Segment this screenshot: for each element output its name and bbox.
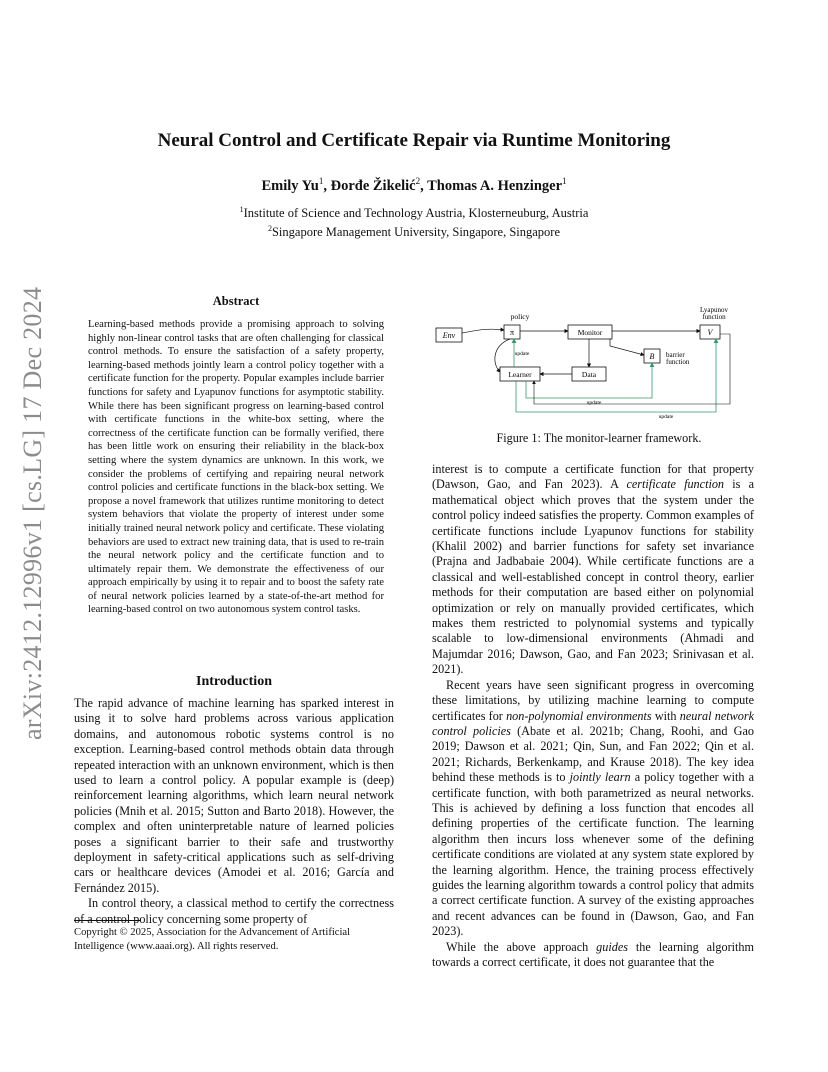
monitor-label: Monitor <box>577 328 603 337</box>
paragraph: interest is to compute a certificate function for that property (Dawson, Gao, and Fan 2023). A certificate function is a mathematical object which proves that the system under the control policy indeed satisfies the property. Common examples of certificate functions include Lyapunov functions for stability (Khalil 2002) and barrier functions for safety set invariance (Prajna and Jadbabaie 2004). While certificate functions are a classical and well-established concept in control theory, earlier methods for their computation are based either on polynomial optimization or rely on manually provided certificates, which makes them restricted to polynomial systems and typically scalable to low-dimensional environments (Ahmadi and Majumdar 2016; Dawson, Gao, and Fan 2023; Srinivasan et al. 2021). <box>432 462 754 677</box>
learner-label: Learner <box>508 370 532 379</box>
affiliations <box>0 202 828 240</box>
affiliation: $^1$Institute of Science and Technology Austria, Klosterneuburg, Austria <box>239 205 589 221</box>
arrow-update-v <box>516 339 716 412</box>
author-name: Thomas A. Henzinger <box>427 177 563 194</box>
copyright-footnote: Copyright © 2025, Association for the Advancement of Artificial Intelligence (www.aaai.org). All rights reserved. <box>74 927 351 952</box>
lyapunov-label-line2: function <box>702 313 726 321</box>
update-label: update <box>658 414 674 420</box>
lyapunov-label: Lyapunov <box>700 306 728 314</box>
author-name: Emily Yu <box>261 177 319 194</box>
figure-caption: Figure 1: The monitor-learner framework. <box>496 431 702 445</box>
policy-label: policy <box>510 312 530 321</box>
footnote-rule <box>74 920 140 921</box>
update-label: update <box>514 351 530 357</box>
abstract-heading: Abstract <box>212 294 260 308</box>
author-name: Đorđe Žikelić <box>330 177 416 194</box>
monitor-learner-diagram <box>434 300 764 426</box>
paragraph: While the above approach guides the learning algorithm towards a correct certificate, it does not guarantee that the <box>432 939 754 969</box>
env-label: Env <box>442 331 456 340</box>
author-list: Emily Yu$^1$, Đorđe Žikelić$^2$, Thomas A. Henzinger$^1$ <box>261 176 567 194</box>
v-label: V <box>707 328 713 337</box>
affiliation: $^2$Singapore Management University, Singapore, Singapore <box>267 224 560 240</box>
pi-label: π <box>509 328 515 337</box>
paragraph: In control theory, a classical method to certify the correctness of a control policy concerning some property of <box>74 896 394 926</box>
paragraph: Recent years have seen significant progress in overcoming these limitations, by utilizing machine learning to compute certificates for non-polynomial environments with neural network control policies (Abate et al. 2021b; Chang, Roohi, and Gao 2019; Dawson et al. 2021; Qin, Sun, and Fan 2022; Qin et al. 2021; Richards, Berkenkamp, and Krause 2018). The key idea behind these methods is to jointly learn a policy together with a certificate function, with both parametrized as neural networks. This is achieved by defining a loss function that encodes all defining properties of the certificate function. The learning algorithm then incurs loss whenever some of the defining certificate conditions are violated at any system state explored by the learning algorithm. Hence, the training process effectively guides the learning algorithm towards a control policy that admits a correct certificate function. A survey of the existing approaches and recent advances can be found in (Dawson, Gao, and Fan 2023). <box>432 677 754 939</box>
author-affil-mark: 1 <box>318 176 324 186</box>
author-affil-mark: 1 <box>562 176 567 186</box>
right-column-body <box>432 462 754 970</box>
b-label: B <box>649 352 655 361</box>
data-label: Data <box>581 370 597 379</box>
author-affil-mark: 2 <box>415 176 421 186</box>
update-label: update <box>586 400 602 406</box>
barrier-label: barrier <box>666 351 685 359</box>
abstract-text: Learning-based methods provide a promising approach to solving highly non-linear control tasks that are often challenging for classical control methods. To ensure the satisfaction of a safety property, learning-based methods jointly learn a control policy together with a certificate function for the property. Popular examples include barrier functions for safety and Lyapunov functions for asymptotic stability. While there has been significant progress on learning-based control with certificate functions in the white-box setting, where the correctness of the certificate function can be formally verified, there has been little work on ensuring their reliability in the black-box setting where the system dynamics are unknown. In this work, we consider the problems of certifying and repairing neural network control policies and certificate functions in the black-box setting. We propose a novel framework that utilizes runtime monitoring to detect system behaviors that violate the property of interest under some initially trained neural network policy and certificate. These violating behaviors are used to extract new training data, that is used to re-train the neural network policy and the certificate function and to ultimately repair them. We demonstrate the effectiveness of our approach empirically by using it to repair and to boost the safety rate of neural network policies learned by a state-of-the-art method for learning-based control on two autonomous system control tasks. <box>88 319 384 616</box>
barrier-label-line2: function <box>666 358 690 366</box>
paragraph: The rapid advance of machine learning has sparked interest in using it to solve hard problems across various application domains, and autonomous robotic systems control is no exception. Learning-based control methods obtain data through repeated interaction with an unknown environment, which is then used to learn a control policy. A popular example is (deep) reinforcement learning algorithms, which learn neural network policies (Mnih et al. 2015; Sutton and Barto 2018). However, the complex and often uninterpretable nature of learned policies poses a significant barrier to their safe and trustworthy deployment in safety-critical applications such as self-driving cars or healthcare devices (Amodei et al. 2016; García and Fernández 2015). <box>74 696 394 895</box>
paper-title: Neural Control and Certificate Repair via Runtime Monitoring <box>157 130 671 151</box>
arxiv-stamp: arXiv:2412.12996v1 [cs.LG] 17 Dec 2024 <box>18 286 47 740</box>
arrow-monitor-b <box>610 339 644 355</box>
arrow-env-pi <box>462 329 504 333</box>
arrow-v-learner <box>534 334 730 404</box>
section-heading-introduction: Introduction <box>196 674 272 689</box>
left-column-body <box>74 696 394 927</box>
